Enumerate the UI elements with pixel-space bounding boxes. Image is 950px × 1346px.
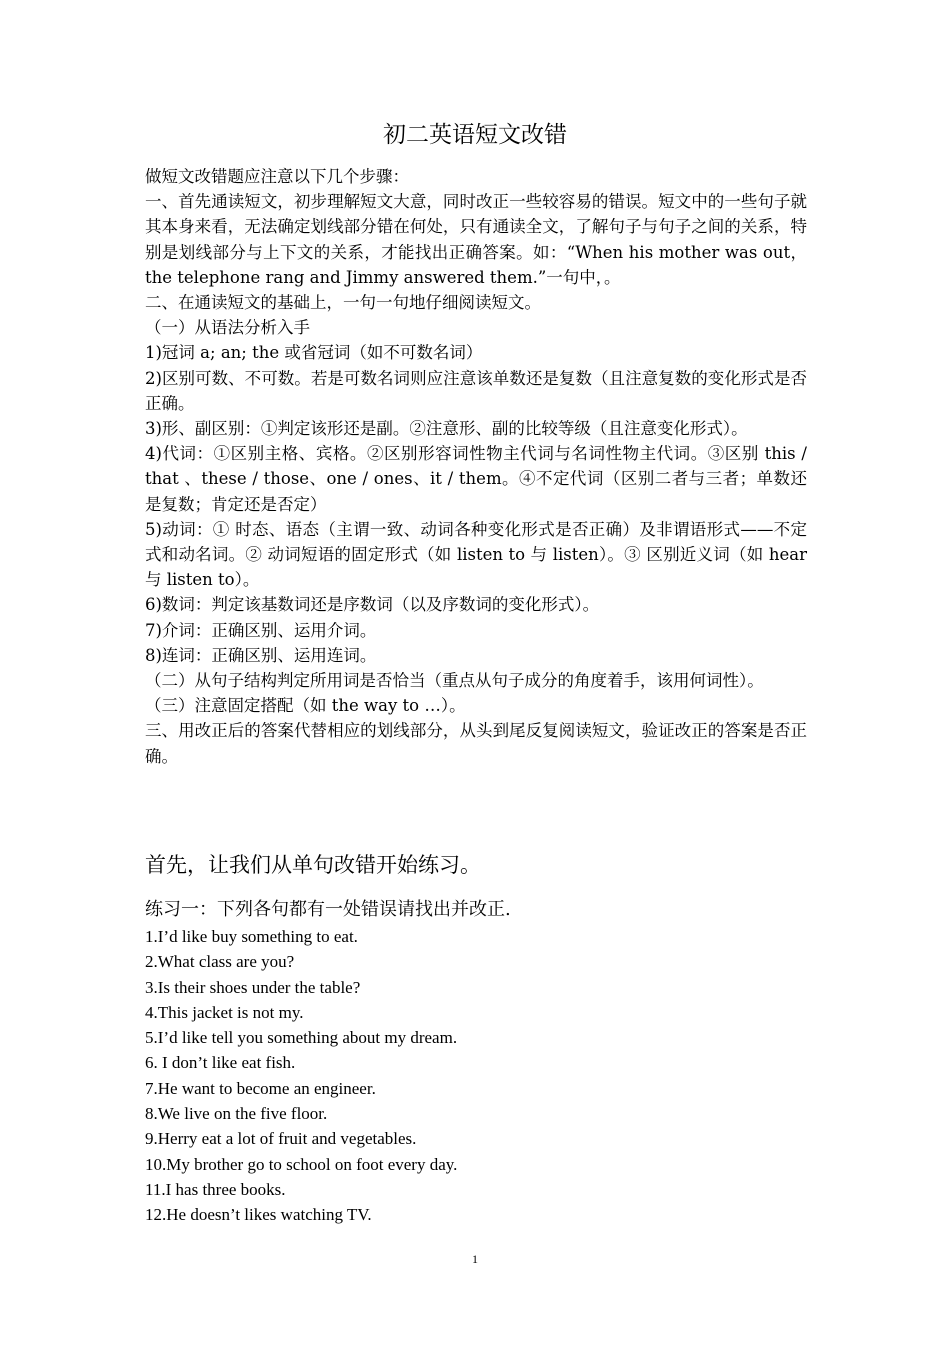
exercise-item: 6. I don’t like eat fish. — [145, 1053, 296, 1073]
section-heading: 首先，让我们从单句改错开始练习。 — [145, 853, 481, 877]
exercise-item: 9.Herry eat a lot of fruit and vegetables. — [145, 1129, 417, 1149]
intro-paragraph: 三、用改正后的答案代替相应的划线部分，从头到尾反复阅读短文，验证改正的答案是否正确。 — [145, 721, 807, 766]
exercise-item: 10.My brother go to school on foot every day. — [145, 1154, 458, 1174]
intro-paragraph: 5)动词：① 时态、语态（主谓一致、动词各种变化形式是否正确）及非谓语形式——不定式和动名词。② 动词短语的固定形式（如 listen to 与 listen）。③ 区别近义词（如 hear 与 listen to）。 — [145, 519, 807, 590]
exercise-item: 3.Is their shoes under the table? — [145, 977, 361, 997]
intro-paragraph: 一、首先通读短文，初步理解短文大意，同时改正一些较容易的错误。短文中的一些句子就其本身来看，无法确定划线部分错在何处，只有通读全文，了解句子与句子之间的关系，特别是划线部分与上下文的关系，才能找出正确答案。如：“When his mother was out， the telephone rang and Jimmy answered them.”一句中，。 — [145, 192, 807, 287]
exercise-item: 4.This jacket is not my. — [145, 1002, 304, 1022]
exercise-item: 11.I has three books. — [145, 1179, 286, 1199]
exercise-item: 5.I’d like tell you something about my dream. — [145, 1028, 458, 1048]
intro-paragraph: 7)介词：正确区别、运用介词。 — [145, 620, 377, 640]
intro-paragraph: 4)代词：①区别主格、宾格。②区别形容词性物主代词与名词性物主代词。③区别 this / that 、these / those、one / ones、it / them。④不定代词（区别二者与三者；单数还是复数；肯定还是否定） — [145, 444, 807, 514]
intro-paragraph: （一）从语法分析入手 — [145, 318, 310, 338]
intro-paragraph: （二）从句子结构判定所用词是否恰当（重点从句子成分的角度着手，该用何词性）。 — [145, 671, 764, 691]
intro-paragraph: 6)数词：判定该基数词还是序数词（以及序数词的变化形式）。 — [145, 595, 600, 615]
intro-paragraph: 1)冠词 a; an; the 或省冠词（如不可数名词） — [145, 343, 483, 363]
exercise-item: 2.What class are you? — [145, 952, 295, 972]
intro-paragraph: 做短文改错题应注意以下几个步骤： — [145, 167, 409, 186]
exercise-item: 1.I’d like buy something to eat. — [145, 927, 358, 946]
exercise-item: 12.He doesn’t likes watching TV. — [145, 1205, 372, 1225]
intro-paragraph: 2)区别可数、不可数。若是可数名词则应注意该单数还是复数（且注意复数的变化形式是否正确。 — [145, 368, 807, 413]
exercise-item: 8.We live on the five floor. — [145, 1104, 328, 1124]
exercise-list — [145, 924, 457, 1228]
page-number: 1 — [472, 1252, 478, 1266]
intro-paragraph: 二、在通读短文的基础上，一句一句地仔细阅读短文。 — [145, 293, 541, 313]
intro-section — [145, 164, 807, 769]
intro-paragraph: 3)形、副区别：①判定该形还是副。②注意形、副的比较等级（且注意变化形式）。 — [145, 419, 748, 439]
intro-paragraph: 8)连词：正确区别、运用连词。 — [145, 645, 377, 665]
intro-paragraph: （三）注意固定搭配（如 the way to …）。 — [145, 696, 466, 716]
document-title: 初二英语短文改错 — [383, 122, 567, 148]
exercise-item: 7.He want to become an engineer. — [145, 1078, 376, 1098]
exercise-title: 练习一：下列各句都有一处错误请找出并改正. — [145, 899, 511, 920]
